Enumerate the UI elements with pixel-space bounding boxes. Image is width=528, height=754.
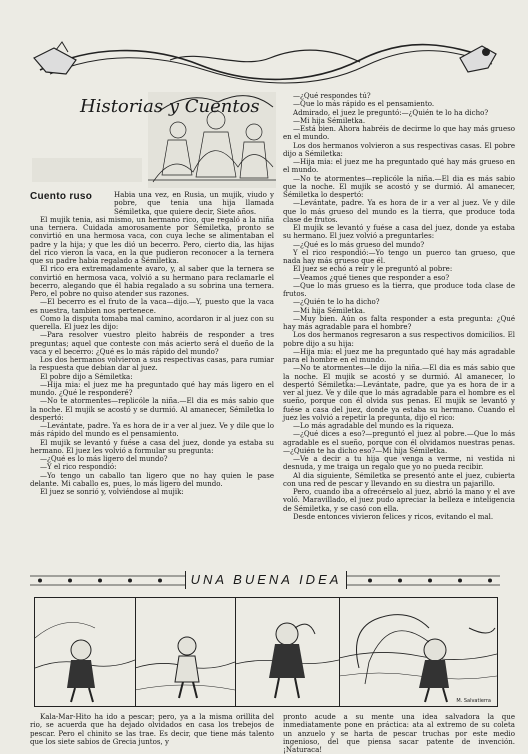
paragraph: —Que lo más grueso es la tierra, que produce toda clase de frutos. (283, 280, 515, 298)
paragraph: Al dia siguiente, Sémiletka se presentó ante el juez, cubierta con una red de pescar y llevando en su diestra un pajarillo. (283, 470, 515, 488)
paragraph: Como la disputa tomaba mal camino, acordaron ir al juez con su querella. El juez les dijo: (30, 313, 274, 331)
section-title: Historias y Cuentos (80, 96, 260, 117)
comic-panel-1 (35, 598, 136, 706)
paragraph: —Está bien. Ahora habréis de decirme lo que hay más grueso en el mundo. (283, 124, 515, 142)
paragraph: Desde entonces vivieron felices y ricos, evitando el mal. (293, 511, 494, 521)
paragraph: —Muy bien. Aún os falta responder a esta pregunta: ¿Qué hay más agradable para el hombre? (283, 313, 515, 331)
paragraph: —No te atormentes—replicóle la niña.—El dia es más sabio que la noche. El mujik se acostó y se durmió. Al amanecer, Sémiletka lo despertó: (283, 173, 515, 199)
paragraph: Pero, cuando iba a ofrecérselo al juez, abrió la mano y el ave voló. Maravillado, el juez pudo apreciar la belleza e inteligencia de Sémiletka, y se casó con ella. (283, 487, 515, 513)
paragraph: Y el rico respondió:—Yo tengo un puerco tan grueso, que nada hay más grueso que él. (283, 247, 515, 265)
right-column (283, 92, 515, 521)
paragraph: El mujik se levantó y fuése a casa del juez, donde ya estaba su hermano. El juez les volvió a formular su pregunta: (30, 437, 274, 455)
comic-panel-2 (135, 598, 236, 706)
paragraph: El juez se echó a reir y le preguntó al pobre: (293, 264, 453, 274)
paragraph: El mujik tenia, asi mismo, un hermano rico, que regaló a la niña una ternera. Cuidada amorosamente por Sémiletka, pronto se convirtió en una hermosa vaca, con cuya leche se alimentaban el padre y la hija; y que les dió un becerro. Pero, cierto dia, las hijas del rico vieron la vaca, en la que pudieron reconocer a la ternera que su padre habia regalado a Sémiletka. (30, 214, 274, 265)
paragraph: —¿Qué respondes tú? (293, 91, 371, 100)
paragraph: Los dos hermanos volvieron a sus respectivas casas, para rumiar la respuesta que debian dar al juez. (30, 355, 274, 373)
bird-right-icon (460, 46, 496, 72)
paragraph: El mujik se levantó y fuése a casa del juez, donde ya estaba su hermano. El juez volvió a preguntarles: (283, 223, 515, 241)
paragraph: —Levántate, padre. Ya es hora de ir a ver al juez. Ve y dile que lo más rápido del mundo es el pensamiento. (30, 421, 274, 439)
comic-caption-right: pronto acude a su mente una idea salvadora la que inmediatamente pone en práctica: ata al extremo de su coleta un anzuelo y se harta de pescar truchas por este medio ingenioso, del que piensa sacar patente de invención. ¡Naturaca! (283, 712, 515, 754)
paragraph: El rico era extremadamente avaro, y, al saber que la ternera se convirtió en hermosa vaca, volvió a su hermano para reclamarle el becerro, alegando que él habia regalado a su sobrina una ternera. Pero, el pobre no quiso atender sus razones. (30, 264, 274, 298)
left-column (30, 191, 274, 496)
paragraph: —Mi hija Sémiletka. (293, 305, 366, 315)
paragraph: Admirado, el juez le preguntó:—¿Quién te lo ha dicho? (293, 107, 489, 117)
paragraph: —Y el rico respondió: (40, 462, 117, 472)
comic-title: UNA BUENA IDEA (185, 571, 347, 589)
comic-caption-left: Kala-Mar-Hito ha ido a pescar; pero, ya a la misma orillita del rio, se acuerda que ha dejado olvidados en casa los trebejos de pescar. Pero el chinito se las trae. Es decir, que tiene más talento que los siete sabios de Grecia juntos, y (30, 712, 274, 746)
paragraph: —Hija mia: el juez me ha preguntado qué hay más agradable para el hombre en el mundo. (283, 346, 515, 364)
paragraph: —Que lo más rápido es el pensamiento. (293, 99, 435, 109)
paragraph: El pobre dijo a Sémiletka: (40, 371, 133, 381)
paragraph: —¿Qué dices a eso?—preguntó el juez al pobre.—Que lo más agradable es el sueño, porque con él olvidamos nuestras penas.—¿Quién te ha dicho eso?—Mi hija Sémiletka. (283, 429, 515, 455)
comic-panel-3 (235, 598, 340, 706)
header-ornament-banner (30, 40, 500, 92)
comic-signature: M. Salvatierra (456, 698, 491, 704)
paragraph: El juez se sonrió y, volviéndose al mujik: (40, 487, 184, 496)
paragraph: —Hija mia: el juez me ha preguntado qué hay más ligero en el mundo. ¿Qué le responderé? (30, 379, 274, 397)
paragraph: —Yo tengo un caballo tan ligero que no hay quien le pase delante. Mi caballo es, pues, lo más ligero del mundo. (30, 470, 274, 488)
paragraph: Habia una vez, en Rusia, un mujik, viudo y pobre, que tenia una hija llamada Sémiletka, que quiere decir, Siete años. (114, 190, 274, 216)
paragraph: —Levántate, padre. Ya es hora de ir a ver al juez. Ve y dile que lo más grueso del mundo es la tierra, que produce toda clase de frutos. (283, 198, 515, 224)
paragraph: —Para resolver vuestro pleito habréis de responder a tres preguntas; aquel que conteste con más acierto será el dueño de la vaca y el becerro: ¿Qué es lo más rápido del mundo? (30, 330, 274, 356)
paragraph: Los dos hermanos regresaron a sus respectivos domicilios. El pobre dijo a su hija: (283, 330, 515, 348)
comic-strip (34, 597, 498, 707)
paragraph: Los dos hermanos volvieron a sus respectivas casas. El pobre dijo a Sémiletka: (283, 140, 515, 158)
paragraph: —No te atormentes—replicóle la niña.—El dia es más sabio que la noche. El mujik se acostó y se durmió. Al amanecer, Sémiletka lo despertó: (30, 396, 274, 422)
paragraph: —El becerro es el fruto de la vaca—dijo.—Y, puesto que la vaca es nuestra, tambien nos pertenece. (30, 297, 274, 315)
paragraph: —¿Qué es lo más grueso del mundo? (293, 239, 425, 249)
paragraph: —Hija mia: el juez me ha preguntado qué hay más grueso en el mundo. (283, 157, 515, 175)
paragraph: —No te atormentes—le dijo la niña.—El dia es más sabio que la noche. El mujik se acostó y se durmió. Al amanecer, lo despertó Sémiletka:—Levántate, padre, que ya es hora de ir a ver al juez. Ve y dile que lo más agradable para el hombre es el sueño, porque con él olvida sus penas. El mujik se levantó y fuése a casa del juez, donde ya estaba su hermano. Cuando el juez les volvió a repetir la pregunta, dijo el rico: (283, 363, 515, 422)
paragraph: —¿Quién te lo ha dicho? (293, 297, 380, 307)
paragraph: —Lo más agradable del mundo es la riqueza. (293, 421, 454, 430)
paragraph: —¿Qué es lo más ligero del mundo? (40, 454, 168, 463)
story-title: Cuento ruso (30, 191, 93, 202)
paragraph: —Mi hija Sémiletka. (293, 115, 366, 125)
paragraph: —Ve a decir a tu hija que venga a verme, ni vestida ni desnuda, y me traiga un regalo que yo no pueda recibir. (283, 454, 515, 472)
comic-panel-4 (339, 598, 497, 706)
paragraph: —Veamos ¿qué tienes que responder a eso? (293, 272, 450, 282)
